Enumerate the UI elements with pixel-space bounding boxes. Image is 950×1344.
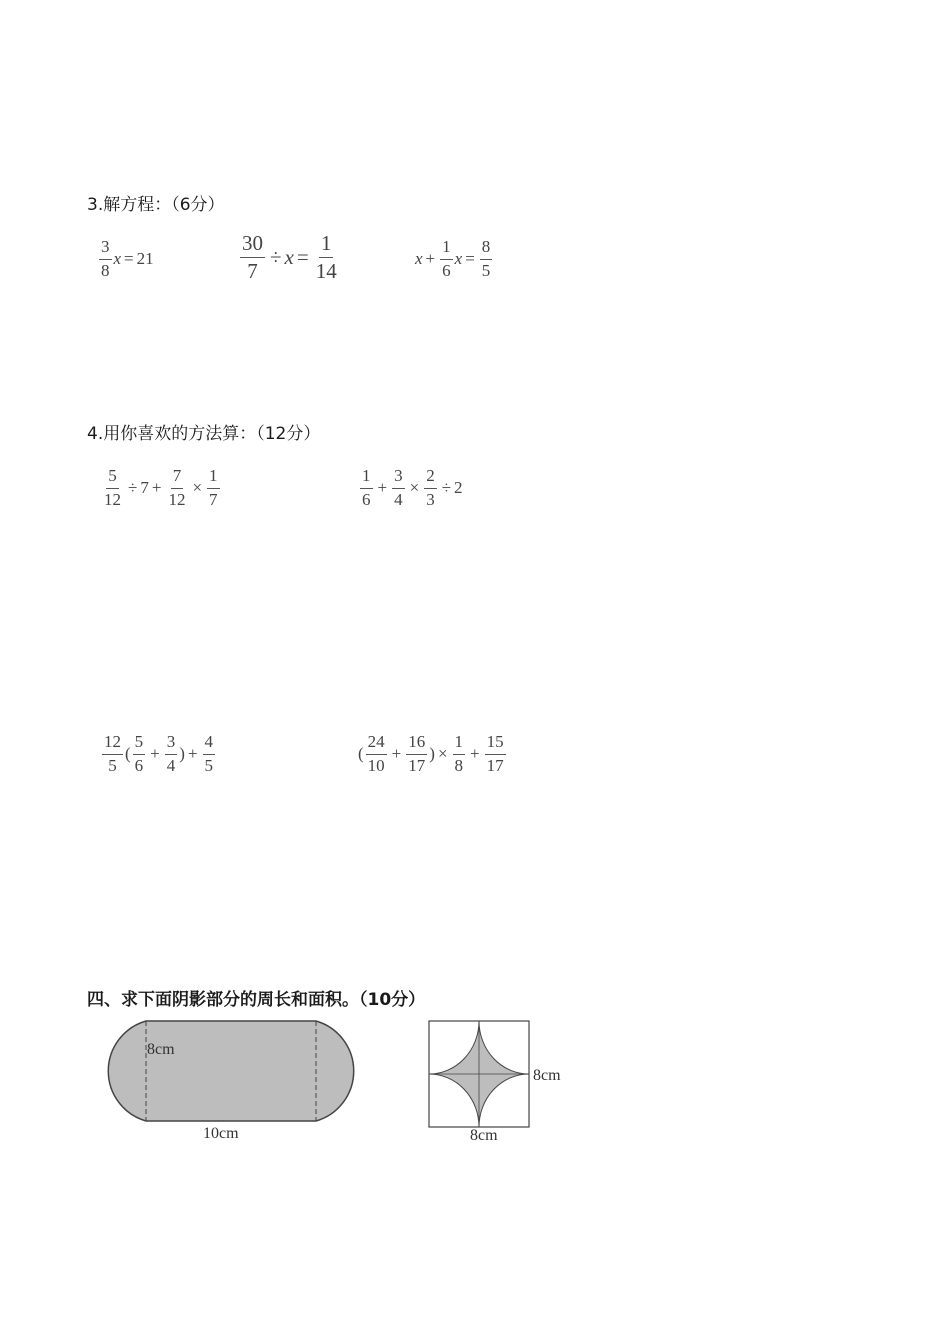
- fraction: $\frac{4}{5}$: [204, 732, 214, 775]
- fraction: $\frac{1}{7}$: [209, 466, 218, 509]
- square-arcs-figure: [427, 1019, 531, 1131]
- problem-2: $\frac{1}{6}$ + $\frac{3}{4}$ × $\frac{2}{3}$ ÷ 2: [362, 466, 463, 509]
- equation-2: $\frac{30}{7}$ ÷ x = $\frac{1}{14}$: [242, 231, 337, 284]
- fraction: $\frac{3}{4}$: [166, 732, 176, 775]
- problem-1: $\frac{5}{12}$ ÷ 7 + $\frac{7}{12}$ × $\frac{1}{7}$: [104, 466, 218, 509]
- section-shaded-area-heading: 四、求下面阴影部分的周长和面积。（10分）: [87, 990, 426, 1010]
- section-3-heading: 3.解方程：（6分）: [87, 195, 225, 215]
- fraction: $\frac{7}{12}$: [168, 466, 186, 509]
- fraction: $\frac{16}{17}$: [408, 732, 426, 775]
- stadium-width-label: 10cm: [203, 1125, 239, 1142]
- stadium-height-label: 8cm: [147, 1041, 175, 1058]
- fraction: $\frac{5}{12}$: [104, 466, 121, 509]
- equation-3: x + $\frac{1}{6}$ x = $\frac{8}{5}$: [415, 237, 491, 280]
- fraction: $\frac{1}{6}$: [362, 466, 371, 509]
- fraction: $\frac{1}{6}$: [442, 237, 451, 280]
- stadium-shaded-region: [108, 1021, 353, 1121]
- fraction: $\frac{30}{7}$: [242, 231, 263, 284]
- problem-3: $\frac{12}{5}$ ( $\frac{5}{6}$ + $\frac{3}{4}$ ) + $\frac{4}{5}$: [104, 732, 214, 775]
- fraction: $\frac{3}{8}$: [101, 237, 110, 280]
- fraction: $\frac{5}{6}$: [134, 732, 144, 775]
- square-side-label: 8cm: [533, 1067, 561, 1084]
- equation-1: $\frac{3}{8}$ x = 21: [101, 237, 154, 280]
- fraction: $\frac{15}{17}$: [486, 732, 504, 775]
- fraction: $\frac{1}{8}$: [454, 732, 464, 775]
- fraction: $\frac{24}{10}$: [367, 732, 385, 775]
- fraction: $\frac{2}{3}$: [426, 466, 435, 509]
- fraction: $\frac{3}{4}$: [394, 466, 403, 509]
- fraction: $\frac{8}{5}$: [481, 237, 491, 280]
- section-4-heading: 4.用你喜欢的方法算：（12分）: [87, 424, 321, 444]
- fraction: $\frac{12}{5}$: [104, 732, 121, 775]
- square-bottom-label: 8cm: [470, 1127, 498, 1144]
- fraction: $\frac{1}{14}$: [315, 231, 337, 284]
- problem-4: ( $\frac{24}{10}$ + $\frac{16}{17}$ ) × $\frac{1}{8}$ + $\frac{15}{17}$: [358, 732, 504, 775]
